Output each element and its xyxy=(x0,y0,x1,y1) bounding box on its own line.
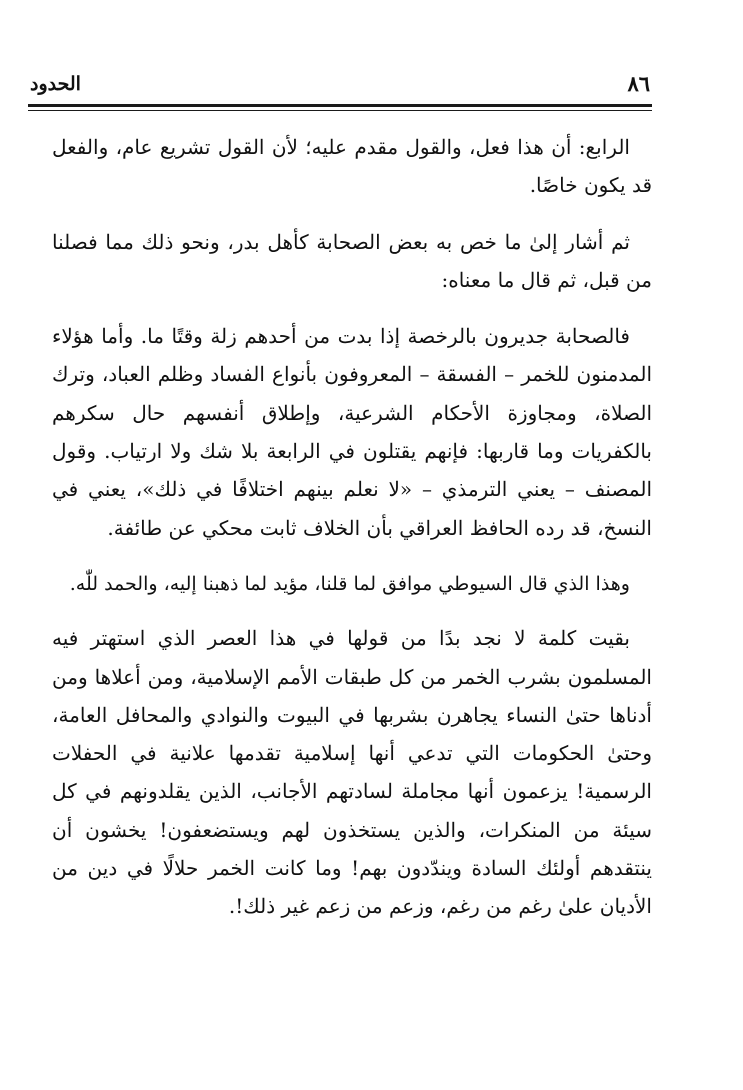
header-rule-thick xyxy=(28,104,652,107)
paragraph-suyuti-agreement: وهذا الذي قال السيوطي موافق لما قلنا، مؤيد لما ذهبنا إليه، والحمد للّٰه. xyxy=(69,572,630,595)
header-rule-thin xyxy=(28,110,652,111)
paragraph-closing-remark: بقيت كلمة لا نجد بدًا من قولها في هذا العصر الذي استهتر فيه المسلمون بشرب الخمر من كل طبقات الأمم الإسلامية، ومن أعلاها ومن أدناها حتىٰ النساء يجاهرن بشربها في البيوت والنوادي والمحافل العامة، وحتىٰ الحكومات التي تدعي أنها إسلامية تقدمها علانية في الحفلات الرسمية! يزعمون أنها مجاملة لسادتهم الأجانب، الذين يقلدونهم في كل سيئة من المنكرات، والذين يستخذون لهم ويستضعفون! يخشون أن ينتقدهم أولئك السادة ويندّدون بهم! وما كانت الخمر حلالًا في دين من الأديان علىٰ رغم من رغم، وزعم من زعم غير ذلك!. xyxy=(52,626,652,919)
page-number: ٨٦ xyxy=(627,71,650,96)
paragraph-quoted-commentary: فالصحابة جديرون بالرخصة إذا بدت من أحدهم زلة وقتًا ما. وأما هؤلاء المدمنون للخمر – الفسقة – المعروفون بأنواع الفساد وظلم العباد، وترك الصلاة، ومجاوزة الأحكام الشرعية، وإطلاق أنفسهم حال سكرهم بالكفريات وما قاربها: فإنهم يقتلون في الرابعة بلا شك ولا ارتياب. وقول المصنف – يعني الترمذي – «لا نعلم بينهم اختلافًا في ذلك»، يعني في النسخ، قد رده الحافظ العراقي بأن الخلاف ثابت محكي عن طائفة. xyxy=(52,324,652,540)
section-title: الحدود xyxy=(30,73,81,95)
running-head xyxy=(30,70,650,102)
body-text xyxy=(52,128,652,944)
paragraph-companions-note: ثم أشار إلىٰ ما خص به بعض الصحابة كأهل بدر، ونحو ذلك مما فصلنا من قبل، ثم قال ما معناه: xyxy=(52,229,652,292)
paragraph-fourth-reason: الرابع: أن هذا فعل، والقول مقدم عليه؛ لأن القول تشريع عام، والفعل قد يكون خاصًا. xyxy=(52,135,652,198)
